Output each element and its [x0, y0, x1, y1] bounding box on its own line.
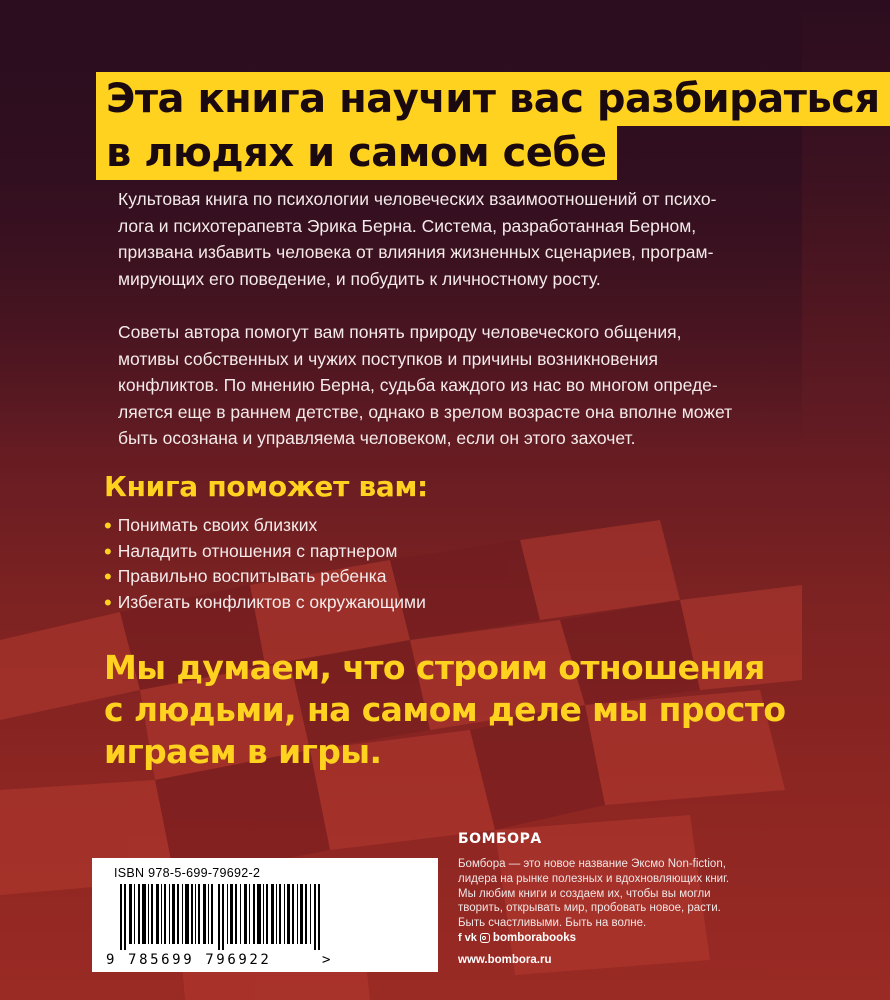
quote-line: играем в игры. — [104, 732, 382, 771]
publisher-line: Мы любим книги и создаем их, чтобы вы могли — [458, 887, 711, 900]
publisher-line: Бомбора — это новое название Эксмо Non-fiction, — [458, 858, 726, 870]
isbn-label: ISBN 978-5-699-79692-2 — [114, 866, 261, 880]
headline — [96, 72, 890, 180]
list-item — [104, 590, 426, 616]
pull-quote — [104, 647, 785, 773]
second-paragraph-line: конфликтов. По мнению Берна, судьба каждого из нас во многом опреде- — [118, 375, 718, 395]
barcode-bars — [120, 884, 330, 950]
barcode-quiet-mark: > — [322, 952, 331, 968]
list-item — [104, 539, 426, 565]
bullet-icon: • — [104, 564, 112, 589]
benefit-text: Избегать конфликтов с окружающими — [117, 591, 426, 612]
benefit-text: Правильно воспитывать ребенка — [117, 566, 387, 586]
benefits-title: Книга поможет вам: — [104, 470, 428, 503]
headline-line-2: в людях и самом себе — [96, 126, 617, 180]
second-paragraph-line: быть осознана и управляема человеком, если он этого захочет. — [118, 428, 636, 448]
quote-line: Мы думаем, что строим отношения — [104, 648, 765, 687]
headline-line-1: Эта книга научит вас разбираться — [96, 72, 890, 126]
quote-line: с людьми, на самом деле мы просто — [104, 690, 786, 729]
benefit-text: Наладить отношения с партнером — [117, 540, 398, 561]
intro-line: мирующих его поведение, и побудить к личностному росту. — [118, 268, 601, 289]
intro-line: призвана избавить человека от влияния жизненных сценариев, програм- — [118, 242, 714, 262]
instagram-icon[interactable] — [480, 933, 490, 943]
second-paragraph — [118, 319, 733, 452]
benefits-list — [104, 513, 426, 615]
list-item — [104, 513, 426, 539]
benefit-text: Понимать своих близких — [117, 515, 318, 535]
barcode-panel — [92, 858, 438, 972]
second-paragraph-line: мотивы собственных и чужих поступков и причины возникновения — [118, 348, 658, 369]
intro-paragraph — [118, 186, 718, 292]
vk-icon[interactable]: vk — [464, 932, 477, 944]
publisher-line: творить, открывать мир, пробовать новое, расти. — [458, 902, 721, 915]
publisher-name: БОМБОРА — [458, 831, 542, 847]
second-paragraph-line: ляется еще в раннем детстве, однако в зрелом возрасте она вполне может — [118, 401, 733, 422]
facebook-icon[interactable]: f — [458, 932, 462, 944]
intro-line: лога и психотерапевта Эрика Берна. Система, разработанная Берном, — [118, 215, 697, 236]
social-links — [458, 932, 576, 944]
second-paragraph-line: Советы автора помогут вам понять природу человеческого общения, — [118, 322, 682, 342]
isbn-digits: 9 785699 796922 — [106, 952, 272, 968]
bullet-icon: • — [104, 538, 112, 564]
list-item — [104, 564, 426, 590]
publisher-line: лидера на рынке полезных и вдохновляющих книг. — [458, 872, 730, 885]
publisher-line: Быть счастливыми. Быть на волне. — [458, 917, 647, 930]
social-handle[interactable]: bomborabooks — [492, 932, 576, 944]
bullet-icon: • — [104, 589, 112, 615]
bullet-icon: • — [104, 513, 112, 538]
intro-line: Культовая книга по психологии человеческих взаимоотношений от психо- — [118, 189, 717, 209]
website-link[interactable]: www.bombora.ru — [458, 954, 552, 966]
publisher-description — [458, 857, 729, 931]
